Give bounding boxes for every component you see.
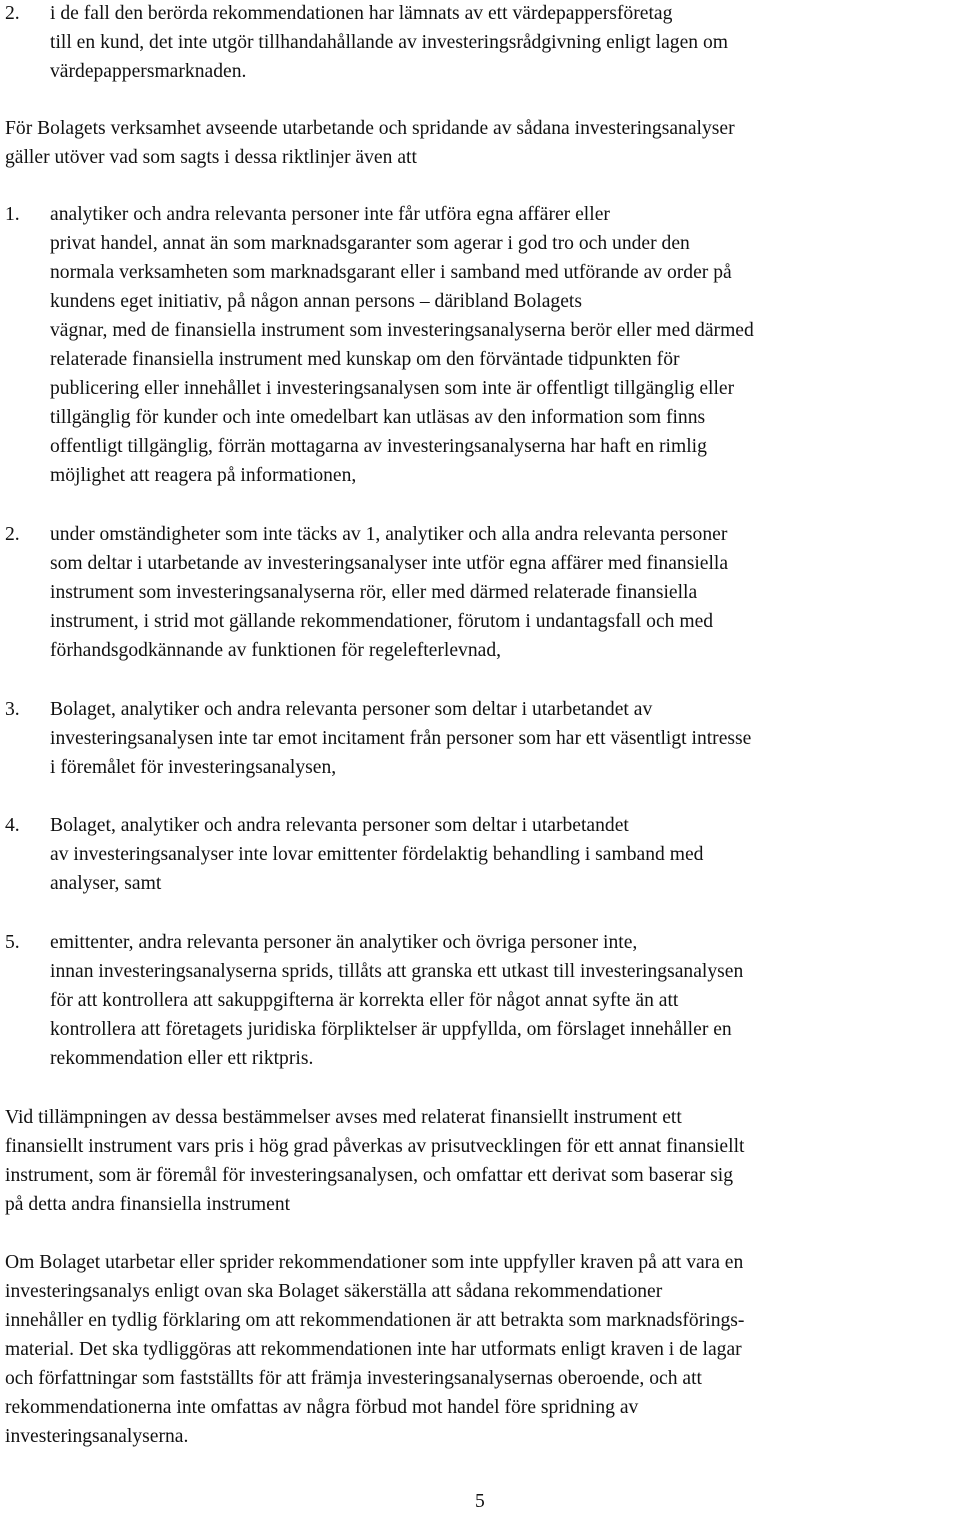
text-line: analyser, samt	[50, 873, 162, 894]
text-line: av investeringsanalyser inte lovar emittenter fördelaktig behandling i samband med	[50, 844, 704, 865]
text-line: innan investeringsanalyserna sprids, tillåts att granska ett utkast till investeringsanalysen	[50, 961, 744, 982]
text-line: Vid tillämpningen av dessa bestämmelser avses med relaterat finansiellt instrument ett	[5, 1107, 682, 1128]
text-line: tillgänglig för kunder och inte omedelbart kan utläsas av den information som finns	[50, 407, 706, 428]
list-item-number: 2.	[5, 524, 20, 545]
text-line: rekommendation eller ett riktpris.	[50, 1048, 314, 1069]
text-line: instrument som investeringsanalyserna rör, eller med därmed relaterade finansiella	[50, 582, 698, 603]
text-line: och författningar som fastställts för att främja investeringsanalysernas oberoende, och att	[5, 1368, 702, 1389]
text-line: privat handel, annat än som marknadsgaranter som agerar i god tro och under den	[50, 233, 690, 254]
text-line: Bolaget, analytiker och andra relevanta personer som deltar i utarbetandet	[50, 815, 629, 836]
text-line: investeringsanalysen inte tar emot incitament från personer som har ett väsentligt intresse	[50, 728, 752, 749]
text-line: offentligt tillgänglig, förrän mottagarna av investeringsanalyserna har haft en rimlig	[50, 436, 707, 457]
list-item-number: 3.	[5, 699, 20, 720]
text-line: under omständigheter som inte täcks av 1, analytiker och alla andra relevanta personer	[50, 524, 728, 545]
text-line: relaterade finansiella instrument med kunskap om den förväntade tidpunkten för	[50, 349, 680, 370]
list-item-number: 4.	[5, 815, 20, 836]
text-line: emittenter, andra relevanta personer än analytiker och övriga personer inte,	[50, 932, 638, 953]
text-line: för att kontrollera att sakuppgifterna är korrekta eller för något annat syfte än att	[50, 990, 679, 1011]
list-item-number: 1.	[5, 204, 20, 225]
text-line: gäller utöver vad som sagts i dessa riktlinjer även att	[5, 147, 417, 168]
text-line: i de fall den berörda rekommendationen har lämnats av ett värdepappersföretag	[50, 3, 673, 24]
text-line: Bolaget, analytiker och andra relevanta personer som deltar i utarbetandet av	[50, 699, 653, 720]
text-line: finansiellt instrument vars pris i hög grad påverkas av prisutvecklingen för ett annat finansiellt	[5, 1136, 745, 1157]
list-item-number: 5.	[5, 932, 20, 953]
text-line: förhandsgodkännande av funktionen för regelefterlevnad,	[50, 640, 502, 661]
list-item-number: 2.	[5, 3, 20, 24]
text-line: instrument, i strid mot gällande rekommendationer, förutom i undantagsfall och med	[50, 611, 714, 632]
text-line: innehåller en tydlig förklaring om att rekommendationen är att betrakta som marknadsförings-	[5, 1310, 745, 1331]
text-line: som deltar i utarbetande av investeringsanalyser inte utför egna affärer med finansiella	[50, 553, 729, 574]
text-line: material. Det ska tydliggöras att rekommendationen inte har utformats enligt kraven i de lagar	[5, 1339, 742, 1360]
text-line: kundens eget initiativ, på någon annan persons – däribland Bolagets	[50, 291, 582, 312]
text-line: rekommendationerna inte omfattas av några förbud mot handel före spridning av	[5, 1397, 639, 1418]
text-line: instrument, som är föremål för investeringsanalysen, och omfattar ett derivat som baserar sig	[5, 1165, 734, 1186]
text-line: Om Bolaget utarbetar eller sprider rekommendationer som inte uppfyller kraven på att vara en	[5, 1252, 744, 1273]
text-line: kontrollera att företagets juridiska förpliktelser är uppfyllda, om förslaget innehåller en	[50, 1019, 732, 1040]
text-line: värdepappersmarknaden.	[50, 61, 247, 82]
page-number: 5	[475, 1491, 485, 1512]
text-line: För Bolagets verksamhet avseende utarbetande och spridande av sådana investeringsanalyser	[5, 118, 735, 139]
text-line: investeringsanalyserna.	[5, 1426, 189, 1447]
text-line: i föremålet för investeringsanalysen,	[50, 757, 337, 778]
text-line: möjlighet att reagera på informationen,	[50, 465, 357, 486]
text-line: investeringsanalys enligt ovan ska Bolaget säkerställa att sådana rekommendationer	[5, 1281, 663, 1302]
text-line: på detta andra finansiella instrument	[5, 1194, 291, 1215]
text-line: publicering eller innehållet i investeringsanalysen som inte är offentligt tillgänglig eller	[50, 378, 735, 399]
text-line: analytiker och andra relevanta personer inte får utföra egna affärer eller	[50, 204, 610, 225]
text-line: normala verksamheten som marknadsgarant eller i samband med utförande av order på	[50, 262, 732, 283]
text-line: vägnar, med de finansiella instrument som investeringsanalyserna berör eller med därmed	[50, 320, 754, 341]
text-line: till en kund, det inte utgör tillhandahållande av investeringsrådgivning enligt lagen om	[50, 32, 729, 53]
